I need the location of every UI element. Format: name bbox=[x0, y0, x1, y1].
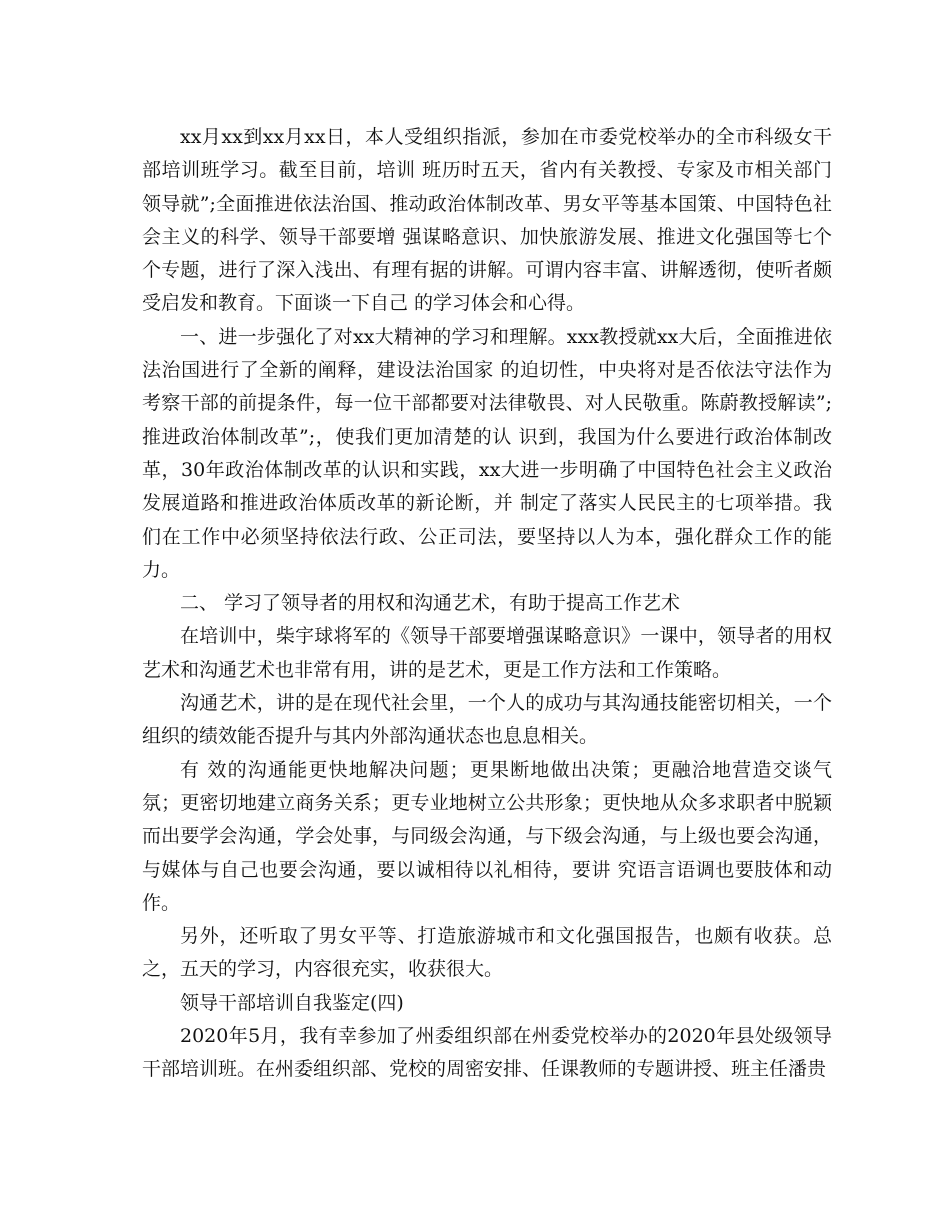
section-two-heading: 二、 学习了领导者的用权和沟通艺术，有助于提高工作艺术 bbox=[180, 592, 681, 615]
document-body bbox=[142, 121, 832, 1087]
paragraph-training-course: 在培训中，柴宇球将军的《领导干部要增强谋略意识》一课中，领导者的用权艺术和沟通艺术也非常有用，讲的是艺术，更是工作方法和工作策略。 bbox=[142, 625, 832, 681]
paragraph-effective-communication: 有 效的沟通能更快地解决问题；更果断地做出决策；更融洽地营造交谈气氛；更密切地建立商务关系；更专业地树立公共形象；更快地从众多求职者中脱颖而出要学会沟通，学会处事，与同级会沟通，与下级会沟通，与上级也要会沟通，与媒体与自己也要会沟通，要以诚相待以礼相待，要讲 究语言语调也要肢体和动作。 bbox=[142, 758, 832, 914]
paragraph-2020-training: 2020年5月，我有幸参加了州委组织部在州委党校举办的2020年县处级领导干部培训班。在州委组织部、党校的周密安排、任课教师的专题讲授、班主任潘贵 bbox=[142, 1025, 832, 1081]
section-four-title: 领导干部培训自我鉴定(四) bbox=[180, 991, 404, 1014]
paragraph-communication-art: 沟通艺术，讲的是在现代社会里，一个人的成功与其沟通技能密切相关，一个组织的绩效能否提升与其内外部沟通状态也息息相关。 bbox=[142, 692, 832, 748]
paragraph-conclusion: 另外，还听取了男女平等、打造旅游城市和文化强国报告，也颇有收获。总之，五天的学习，内容很充实，收获很大。 bbox=[142, 925, 832, 981]
paragraph-intro: xx月xx到xx月xx日，本人受组织指派，参加在市委党校举办的全市科级女干部培训班学习。截至目前，培训 班历时五天，省内有关教授、专家及市相关部门领导就”;全面推进依法治国、推动政治体制改革、男女平等基本国策、中国特色社会主义的科学、领导干部要增 强谋略意识、加快旅游发展、推进文化强国等七个个专题，进行了深入浅出、有理有据的讲解。可谓内容丰富、讲解透彻，使听者颇受启发和教育。下面谈一下自己 的学习体会和心得。 bbox=[142, 126, 832, 315]
paragraph-section-one: 一、进一步强化了对xx大精神的学习和理解。xxx教授就xx大后，全面推进依法治国进行了全新的阐释，建设法治国家 的迫切性，中央将对是否依法守法作为考察干部的前提条件，每一位干部都要对法律敬畏、对人民敬重。陈蔚教授解读”;推进政治体制改革”;，使我们更加清楚的认 识到，我国为什么要进行政治体制改革，30年政治体制改革的认识和实践，xx大进一步明确了中国特色社会主义政治发展道路和推进政治体质改革的新论断，并 制定了落实人民民主的七项举措。我们在工作中必须坚持依法行政、公正司法，要坚持以人为本，强化群众工作的能力。 bbox=[142, 325, 832, 581]
